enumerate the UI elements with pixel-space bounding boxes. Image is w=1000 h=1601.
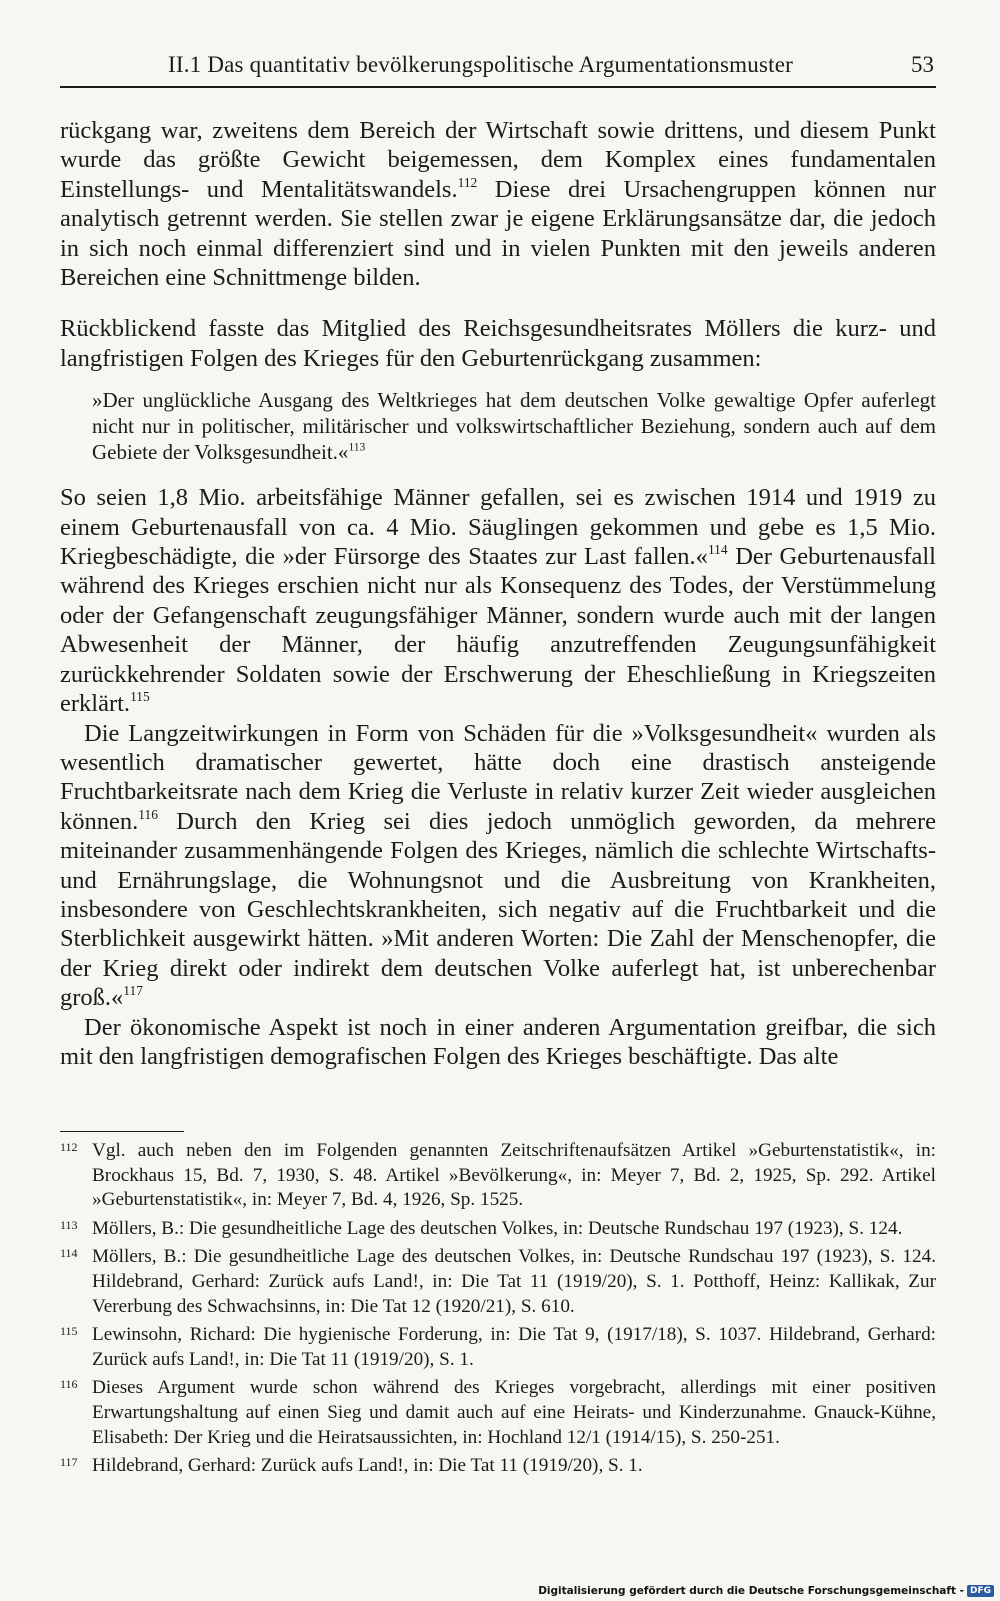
- footnote-text: Möllers, B.: Die gesundheitliche Lage des deutschen Volkes, in: Deutsche Rundschau 197 (1923), S. 124.: [92, 1217, 903, 1239]
- footnote-text: Möllers, B.: Die gesundheitliche Lage des deutschen Volkes, in: Deutsche Rundschau 197 (1923), S. 124. Hildebrand, Gerhard: Zurück aufs Land!, in: Die Tat 11 (1919/20), S. 1. Potthoff, Heinz: Kallikak, Zur Vererbung des Schwachsinns, in: Die Tat 12 (1920/21), S. 610.: [92, 1246, 936, 1317]
- footnote-113: [60, 1217, 936, 1242]
- paragraph-2: Rückblickend fasste das Mitglied des Reichsgesundheitsrates Möllers die kurz- und langfristigen Folgen des Krieges für den Geburtenrückgang zusammen:: [60, 315, 936, 372]
- footnote-117: [60, 1454, 936, 1479]
- footnote-number: 112: [60, 1140, 78, 1154]
- footnote-text: Lewinsohn, Richard: Die hygienische Forderung, in: Die Tat 9, (1917/18), S. 1037. Hildebrand, Gerhard: Zurück aufs Land!, in: Die Tat 11 (1919/20), S. 1.: [92, 1324, 936, 1370]
- footnote-text: Vgl. auch neben den im Folgenden genannten Zeitschriftenaufsätzen Artikel »Geburtenstatistik«, in: Brockhaus 15, Bd. 7, 1930, S. 48. Artikel »Bevölkerung«, in: Meyer 7, Bd. 2, 1925, Sp. 292. Artikel »Geburtenstatistik«, in: Meyer 7, Bd. 4, 1926, Sp. 1525.: [92, 1140, 936, 1211]
- footnote-text: Dieses Argument wurde schon während des Krieges vorgebracht, allerdings mit einer positiven Erwartungshaltung auf einen Sieg und damit auch auf eine Heirats- und Kinderzunahme. Gnauck-Kühne, Elisabeth: Der Krieg und die Heiratsaussichten, in: Hochland 12/1 (1914/15), S. 250-251.: [92, 1377, 936, 1448]
- running-title: II.1 Das quantitativ bevölkerungspolitische Argumentationsmuster: [168, 52, 793, 77]
- footnote-115: [60, 1323, 936, 1372]
- footnote-ref-117[interactable]: 117: [123, 983, 144, 999]
- footnote-number: 113: [60, 1217, 78, 1232]
- page-number: 53: [911, 52, 934, 77]
- paragraph-5: Der ökonomische Aspekt ist noch in einer anderen Argumentation greifbar, die sich mit den langfristigen demografischen Folgen des Krieges beschäftigte. Das alte: [60, 1013, 936, 1070]
- main-text: [60, 116, 936, 1071]
- paragraph-3: So seien 1,8 Mio. arbeitsfähige Männer gefallen, sei es zwischen 1914 und 1919 zu einem Geburtenausfall von ca. 4 Mio. Säuglingen gekommen und gebe es 1,5 Mio. Kriegbeschädigte, die »der Fürsorge des Staates zur Last fallen.«$^{114}$ Der Geburtenausfall während des Krieges erschien nicht nur als Konsequenz des Todes, der Verstümmelung oder der Gefangenschaft zeugungsfähiger Männer, sondern wurde auch mit der langen Abwesenheit der Männer, der häufig anzutreffenden Zeugungsunfähigkeit zurückkehrender Soldaten sowie der Erschwerung der Eheschließung in Kriegszeiten erklärt.$^{115}$: [60, 484, 936, 718]
- footnote-number: 114: [60, 1246, 78, 1261]
- footnote-number: 115: [60, 1324, 78, 1339]
- footnote-116: [60, 1376, 936, 1450]
- footnote-ref-112[interactable]: 112: [457, 174, 478, 190]
- digitization-credit: [538, 1585, 994, 1597]
- footnote-number: 117: [60, 1455, 78, 1470]
- footnotes: [60, 1139, 936, 1483]
- footnote-114: [60, 1245, 936, 1319]
- paragraph-4: Die Langzeitwirkungen in Form von Schäden für die »Volksgesundheit« wurden als wesentlich dramatischer gewertet, hätte doch eine drastisch ansteigende Fruchtbarkeitsrate nach dem Krieg die Verluste in relativ kurzer Zeit wieder ausgleichen können.$^{116}$ Durch den Krieg sei dies jedoch unmöglich geworden, da mehrere miteinander zusammenhängende Folgen des Krieges, nämlich die schlechte Wirtschafts- und Ernährungslage, die Wohnungsnot und die Ausbreitung von Krankheiten, insbesondere von Geschlechtskrankheiten, sich negativ auf die Fruchtbarkeit und die Sterblichkeit ausgewirkt hätten. »Mit anderen Worten: Die Zahl der Menschenopfer, die der Krieg direkt oder indirekt dem deutschen Volke auferlegt hat, ist unberechenbar groß.«$^{117}$: [60, 719, 936, 1012]
- footnote-ref-116[interactable]: 116: [138, 806, 158, 822]
- dfg-logo-icon: DFG: [967, 1585, 994, 1597]
- footnote-ref-115[interactable]: 115: [130, 689, 150, 704]
- running-header: [60, 50, 936, 88]
- footnote-ref-113[interactable]: 113: [348, 441, 366, 454]
- footnote-number: 116: [60, 1377, 78, 1392]
- block-quote: »Der unglückliche Ausgang des Weltkrieges hat dem deutschen Volke gewaltige Opfer auferlegt nicht nur in politischer, militärischer und volkswirtschaftlicher Beziehung, sondern auch auf dem Gebiete der Volksgesundheit.«$^{113}$: [92, 388, 936, 465]
- footnote-text: Hildebrand, Gerhard: Zurück aufs Land!, in: Die Tat 11 (1919/20), S. 1.: [92, 1455, 643, 1477]
- paragraph-1: rückgang war, zweitens dem Bereich der Wirtschaft sowie drittens, und diesem Punkt wurde das größte Gewicht beigemessen, dem Komplex eines fundamentalen Einstellungs- und Mentalitätswandels.$^{112}$ Diese drei Ursachengruppen können nur analytisch getrennt werden. Sie stellen zwar je eigene Erklärungsansätze dar, die jedoch in sich noch einmal differenziert sind und in vielen Punkten mit den jeweils anderen Bereichen eine Schnittmenge bilden.: [60, 117, 936, 292]
- footnote-divider: [60, 1131, 184, 1132]
- credit-text: Digitalisierung gefördert durch die Deutsche Forschungsgemeinschaft -: [538, 1585, 964, 1597]
- footnote-112: [60, 1139, 936, 1213]
- footnote-ref-114[interactable]: 114: [707, 541, 728, 557]
